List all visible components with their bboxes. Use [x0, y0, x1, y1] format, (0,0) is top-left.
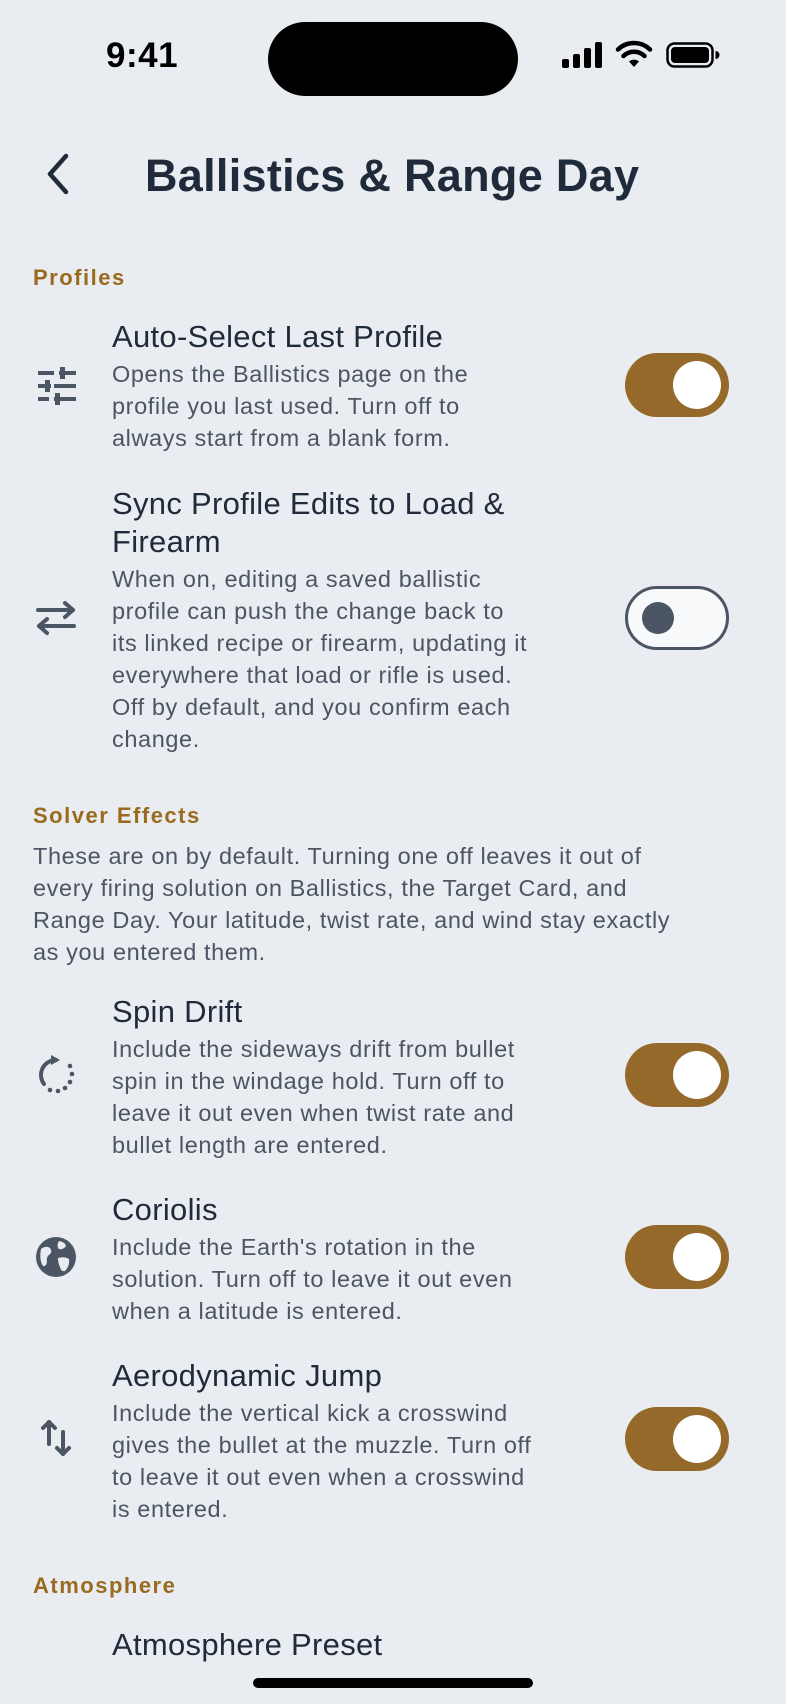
setting-description: Include the sideways drift from bullet spin in the windage hold. Turn off to leave it out even when twist rate and bullet length are entered.	[112, 1036, 515, 1158]
setting-title: Atmosphere Preset	[112, 1627, 383, 1662]
setting-title: Sync Profile Edits to Load & Firearm	[112, 486, 505, 559]
section-header-solver-effects: Solver Effects	[33, 803, 201, 828]
setting-description: Include the vertical kick a crosswind gives the bullet at the muzzle. Turn off to leave it out even when a crosswind is entered.	[112, 1400, 532, 1522]
auto-select-last-profile-toggle[interactable]	[625, 353, 729, 417]
setting-row-coriolis	[0, 1191, 786, 1326]
nav-bar	[0, 140, 786, 210]
setting-row-auto-select-last-profile	[0, 318, 786, 458]
sliders-icon	[30, 360, 82, 412]
status-time: 9:41	[106, 36, 179, 75]
cellular-signal-icon	[562, 42, 602, 73]
status-icons	[562, 42, 720, 73]
page-title: Ballistics & Range Day	[145, 150, 640, 201]
setting-title: Auto-Select Last Profile	[112, 319, 444, 354]
solver-effects-description: These are on by default. Turning one off leaves it out of every firing solution on Ballistics, the Target Card, and Range Day. Your latitude, twist rate, and wind stay exactly as you entered them.	[33, 843, 671, 965]
dynamic-island	[268, 22, 518, 96]
setting-row-atmosphere-preset[interactable]	[0, 1626, 786, 1662]
battery-icon	[666, 42, 720, 73]
wifi-icon	[616, 42, 652, 73]
section-header-profiles: Profiles	[33, 265, 126, 290]
setting-description: Opens the Ballistics page on the profile you last used. Turn off to always start from a blank form.	[112, 361, 469, 451]
sync-profile-edits-toggle[interactable]	[625, 586, 729, 650]
setting-row-aerodynamic-jump	[0, 1357, 786, 1522]
status-bar	[0, 0, 786, 120]
back-button[interactable]	[30, 148, 86, 204]
setting-title: Spin Drift	[112, 994, 243, 1029]
setting-row-spin-drift	[0, 993, 786, 1158]
spin-drift-toggle[interactable]	[625, 1043, 729, 1107]
spin-rotate-icon	[30, 1049, 82, 1101]
coriolis-toggle[interactable]	[625, 1225, 729, 1289]
globe-icon	[30, 1231, 82, 1283]
section-header-atmosphere: Atmosphere	[33, 1573, 177, 1598]
setting-title: Aerodynamic Jump	[112, 1358, 383, 1393]
setting-description: Include the Earth's rotation in the solution. Turn off to leave it out even when a latitude is entered.	[112, 1234, 513, 1324]
setting-row-sync-profile-edits	[0, 485, 786, 750]
chevron-left-icon	[42, 152, 74, 201]
aerodynamic-jump-toggle[interactable]	[625, 1407, 729, 1471]
setting-title: Coriolis	[112, 1192, 218, 1227]
setting-description: When on, editing a saved ballistic profile can push the change back to its linked recipe or firearm, updating it everywhere that load or rifle is used. Off by default, and you confirm each change.	[112, 566, 528, 752]
up-down-arrows-icon	[30, 1412, 82, 1464]
home-indicator	[253, 1678, 533, 1688]
swap-arrows-icon	[30, 592, 82, 644]
